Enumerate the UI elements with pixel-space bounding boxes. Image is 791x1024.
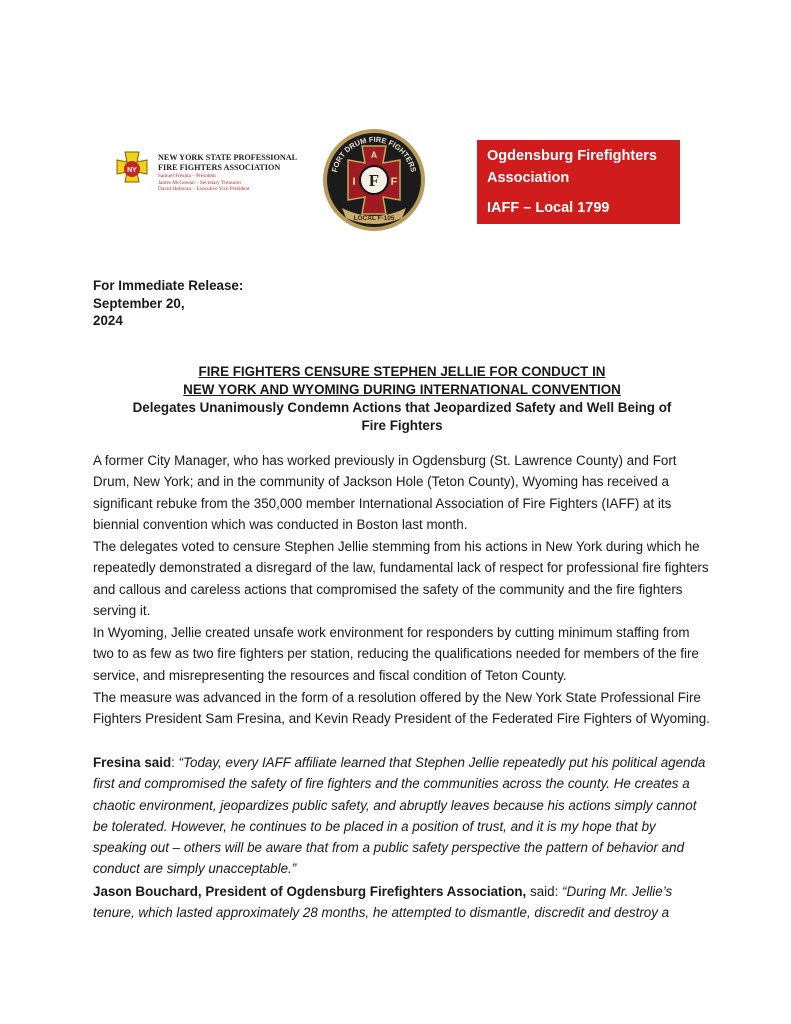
svg-text:NY: NY (127, 167, 137, 174)
release-date-1: September 20, (93, 295, 185, 311)
ogdensburg-line-3: IAFF – Local 1799 (487, 200, 610, 216)
ogdensburg-line-1: Ogdensburg Firefighters (487, 148, 657, 164)
nyspffa-logo (110, 145, 305, 200)
nyspffa-officer: Samuel Fresina – President (158, 173, 216, 179)
quote-speaker: Jason Bouchard, President of Ogdensburg Firefighters Association, (93, 884, 527, 899)
svg-text:F: F (390, 176, 398, 188)
paragraph-3: In Wyoming, Jellie created unsafe work environment for responders by cutting minimum staffing from two to as few as two fire fighters per station, reducing the qualifications needed for members of the fire service, and misrepresenting the resources and fiscal condition of Teton County. (93, 625, 699, 683)
paragraph-5-quote (93, 752, 711, 880)
headline-line-2: NEW YORK AND WYOMING DURING INTERNATIONAL CONVENTION (183, 382, 621, 397)
paragraph-2: The delegates voted to censure Stephen Jellie stemming from his actions in New York during which he repeatedly demonstrated a disregard of the law, fundamental lack of respect for professional fire fighters and callous and careless actions that compromised the safety of the community and the fire fighters serving it. (93, 539, 709, 618)
nyspffa-title-2: FIRE FIGHTERS ASSOCIATION (158, 163, 281, 172)
coin-ring-text: FORT DRUM FIRE FIGHTERS (329, 134, 419, 174)
quote-text: “Today, every IAFF affiliate learned that Stephen Jellie repeatedly put his political agenda first and compromised the safety of fire fighters and the communities across the county. He creates a chaotic environment, jeopardizes public safety, and abruptly leaves because his actions simply cannot be tolerated. However, he continues to be placed in a position of trust, and it is my hope that by speaking out – others will be aware that from a public safety perspective the pattern of behavior and conduct are simply unacceptable.” (93, 755, 706, 877)
svg-text:I: I (352, 176, 356, 188)
quote-speaker: Fresina said (93, 755, 172, 770)
svg-text:F: F (368, 171, 380, 190)
svg-text:A: A (370, 150, 378, 160)
nyspffa-officer: David Holloran – Executive Vice President (158, 186, 250, 192)
ogdensburg-firefighters-logo (477, 140, 680, 224)
said-text: said: (526, 884, 563, 899)
release-label: For Immediate Release: (93, 278, 244, 293)
paragraph-4: The measure was advanced in the form of a resolution offered by the New York State Professional Fire Fighters President Sam Fresina, and Kevin Ready President of the Federated Fire Fighters of Wyoming. (93, 690, 710, 727)
ogdensburg-line-2: Association (487, 170, 570, 186)
nyspffa-title-1: NEW YORK STATE PROFESSIONAL (158, 153, 298, 162)
headline-line-1: FIRE FIGHTERS CENSURE STEPHEN JELLIE FOR CONDUCT IN (198, 364, 606, 379)
maltese-cross-icon (110, 150, 154, 194)
release-info (93, 277, 243, 330)
nyspffa-officer: James McGowan – Secretary Treasurer (158, 179, 242, 186)
paragraph-1: A former City Manager, who has worked previously in Ogdensburg (St. Lawrence County) and Fort Drum, New York; and in the community of Jackson Hole (Teton County), Wyoming has received a significant rebuke from the 350,000 member International Association of Fire Fighters (IAFF) at its biennial convention which was conducted in Boston last month. (93, 453, 677, 532)
coin-local-text: LOCAL F-105 (353, 215, 395, 222)
release-date-2: 2024 (93, 313, 123, 328)
paragraph-6-quote (93, 881, 711, 924)
quote-text: “During Mr. Jellie’s tenure, which lasted approximately 28 months, he attempted to dismantle, discredit and destroy a (93, 884, 673, 921)
subheadline: Delegates Unanimously Condemn Actions that Jeopardized Safety and Well Being of Fire Fighters (132, 400, 672, 433)
fort-drum-fire-fighters-logo (322, 128, 426, 232)
separator: : (171, 755, 179, 770)
